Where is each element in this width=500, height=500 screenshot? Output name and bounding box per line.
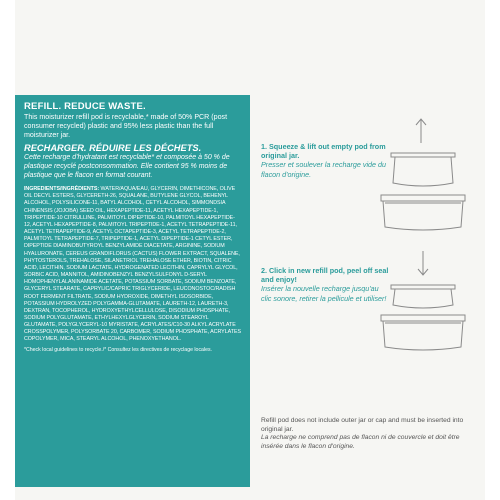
text-en: This moisturizer refill pod is recyclable,* made of 50% PCR (post consumer recycled) plastic and 95% less plastic than the full moisturizer jar. <box>24 113 228 139</box>
refill-disclaimer <box>261 417 477 451</box>
jar-rim-icon <box>381 195 465 201</box>
step-1-title: 1. Squeeze & lift out empty pod from original jar. <box>261 142 386 161</box>
jar-icon <box>383 321 463 350</box>
step-1-text <box>261 142 389 179</box>
step-2-illustration <box>373 243 483 363</box>
step-2-title-fr: Insérer la nouvelle recharge jusqu'au clic sonore, retirer la pellicule et utiliser! <box>261 284 387 303</box>
heading-en: REFILL. REDUCE WASTE. <box>24 101 146 112</box>
step-1-illustration <box>373 115 483 235</box>
jar-rim-icon <box>381 315 465 321</box>
disclaimer-en: Refill pod does not include outer jar or cap and must be inserted into original jar. <box>261 417 464 433</box>
ingredients-label: INGREDIENTS/INGRÉDIENTS: <box>24 186 100 193</box>
heading-fr: RECHARGER. RÉDUIRE LES DÉCHETS. <box>24 143 202 154</box>
instructions-panel <box>255 95 485 487</box>
step-1-title-fr: Presser et soulever la recharge vide du flacon d'origine. <box>261 160 387 179</box>
text-fr: Cette recharge d'hydratant est recyclable* et composée à 50 % de plastique recyclé postconsommation. Elle contient 95 % moins de plastique que le flacon en format courant. <box>24 154 230 179</box>
jar-icon <box>383 201 463 230</box>
new-pod-icon <box>393 289 453 308</box>
recycle-footnote: *Check local guidelines to recycle./* Consultez les directives de recyclage locales. <box>24 346 212 353</box>
step-2-title: 2. Click in new refill pod, peel off seal and enjoy! <box>261 266 389 285</box>
info-panel <box>15 95 250 487</box>
ingredients-list <box>24 186 242 343</box>
ingredients-text: WATER/AQUA/EAU, GLYCERIN, DIMETHICONE, OLIVE OIL DECYL ESTERS, GLYCERETH-26, SQUALANE, BUTYLENE GLYCOL, BEHENYL ALCOHOL, POLYSILICONE-11, BATYL ALCOHOL, CETYL ALCOHOL, SIMMONDSIA CHINENSIS (JOJOBA) SEED OIL, HEXAPEPTIDE-11, ACETYL HEXAPEPTIDE-1, TRIPEPTIDE-10 CITRULLINE, PALMITOYL DIPEPTIDE-10, PALMITOYL HEXAPEPTIDE-12, ACETYL HEXAPEPTIDE-8, PALMITOYL TRIPEPTIDE-1, ACETYL TETRAPEPTIDE-11, ACETYL TETRAPEPTIDE-9, ACETYL OCTAPEPTIDE-3, ACETYL TETRAPEPTIDE-2, PALMITOYL TETRAPEPTIDE-7, TRIPEPTIDE-1, ACETYL DIPEPTIDE-1 CETYL ESTER, DIPEPTIDE DIAMINOBUTYROYL BENZYLAMIDE DIACETATE, ARGININE, SODIUM HYALURONATE, CEREUS GRANDIFLORUS (CACTUS) FLOWER EXTRACT, SQUALENE, PHYTOSTEROLS, TREHALOSE, SILANETRIOL TREHALOSE ETHER, BIOTIN, CITRIC ACID, LECITHIN, SODIUM LACTATE, HYDROGENATED LECITHIN, CAPRYLYL GLYCOL, SORBIC ACID, MANNITOL, AMIDINOBENZYL BENZYLSULFONYL D-SERYL HOMOPHENYLALANINAMIDE ACETATE, POTASSIUM SORBATE, SODIUM BENZOATE, GLYCERYL STEARATE, CAPRYLIC/CAPRIC TRIGLYCERIDE, LEUCONOSTOC/RADISH ROOT FERMENT FILTRATE, SODIUM HYDROXIDE, DIMETHYL ISOSORBIDE, POTASSIUM HYDROLYZED POLYGAMMA-GLUTAMATE, LAURETH-12, LAURETH-3, DEXTRAN, TOCOPHEROL, HYDROXYETHYLCELLULOSE, DISODIUM PHOSPHATE, SODIUM POLYGLUTAMATE, ETHYLHEXYLGLYCERIN, SODIUM STEAROYL GLUTAMATE, POLYGLYCERYL-10 MYRISTATE, ACRYLATES/C10-30 ALKYL ACRYLATE CROSSPOLYMER, POLYSORBATE 20, CARBOMER, SODIUM PHOSPHATE, ACRYLATES COPOLYMER, MICA, STEARYL ALCOHOL, PHENOXYETHANOL. <box>24 186 241 343</box>
disclaimer-fr: La recharge ne comprend pas de flacon ni de couvercle et doit être insérée dans le flacon d'origine. <box>261 434 460 450</box>
step-2-text <box>261 266 389 303</box>
refill-pod-icon <box>393 157 453 186</box>
